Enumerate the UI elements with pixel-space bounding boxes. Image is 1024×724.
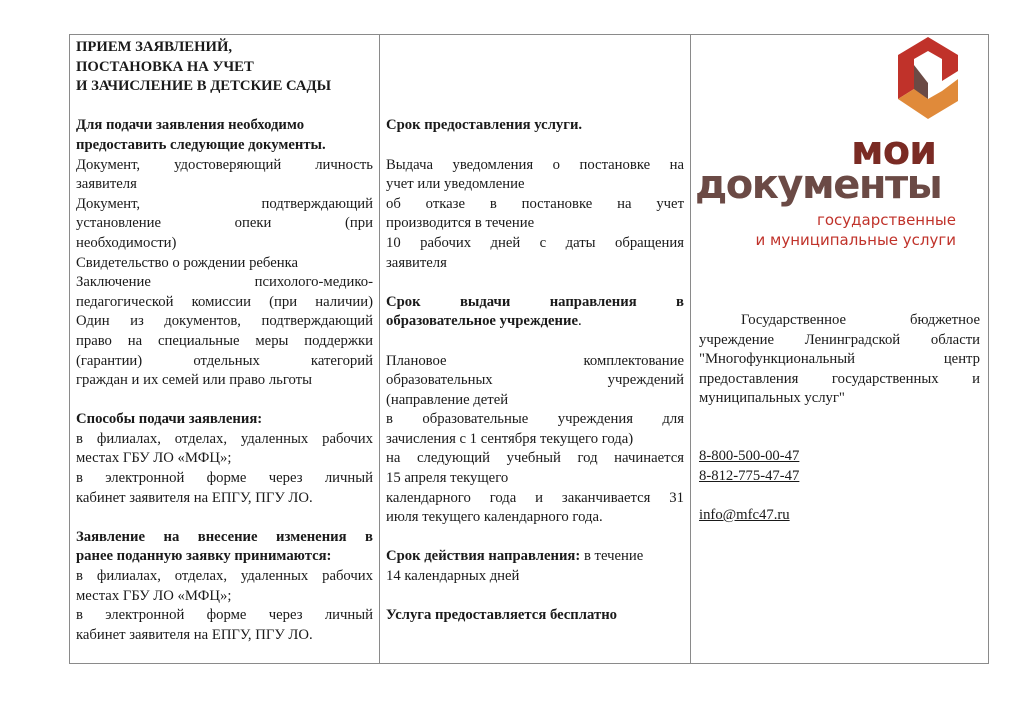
info-table (69, 34, 989, 664)
methods-line: в филиалах, отделах, удаленных рабочих (76, 430, 373, 447)
changes-line: в электронной форме через личный (76, 607, 373, 624)
methods-line: местах ГБУ ЛО «МФЦ»; (76, 450, 232, 467)
free-service-note: Услуга предоставляется бесплатно (386, 607, 617, 624)
section-title-line: ПРИЕМ ЗАЯВЛЕНИЙ, (76, 39, 233, 55)
docs-line: педагогической комиссии (при наличии) (76, 293, 373, 310)
docs-heading: предоставить следующие документы. (76, 136, 326, 153)
validity-line (386, 547, 684, 567)
plan-line: образовательных учреждений (386, 372, 684, 389)
section-title-line: ПОСТАНОВКА НА УЧЕТ (76, 58, 254, 75)
mfc-logo (691, 35, 988, 275)
org-line: "Многофункциональный центр (699, 351, 980, 368)
organization-block (699, 311, 980, 409)
plan-line: на следующий учебный год начинается (386, 450, 684, 467)
org-line: муниципальных услуг" (699, 390, 845, 407)
referral-heading-line2 (386, 312, 684, 332)
section-title-line: И ЗАЧИСЛЕНИЕ В ДЕТСКИЕ САДЫ (76, 78, 332, 95)
column-contacts (691, 35, 988, 663)
methods-heading: Способы подачи заявления: (76, 411, 263, 428)
referral-heading-bold: образовательное учреждение (386, 313, 578, 330)
changes-line: местах ГБУ ЛО «МФЦ»; (76, 587, 232, 604)
docs-line: Заключение психолого-медико- (76, 274, 373, 291)
term-heading: Срок предоставления услуги. (386, 117, 583, 134)
plan-line: июля текущего календарного года. (386, 509, 603, 526)
docs-line: заявителя (76, 176, 137, 193)
validity-tail: в течение (580, 548, 644, 565)
column-application (70, 35, 380, 663)
referral-heading-tail: . (577, 313, 582, 330)
changes-line: кабинет заявителя на ЕПГУ, ПГУ ЛО. (76, 626, 313, 643)
validity-heading: Срок действия направления: (386, 548, 581, 565)
docs-line: граждан и их семей или право льготы (76, 372, 312, 389)
term-line: заявителя (386, 254, 447, 271)
logo-subtitle-2: и муниципальные услуги (755, 231, 956, 249)
org-line: учреждение Ленинградской области (699, 331, 980, 348)
docs-line: право на специальные меры поддержки (76, 332, 373, 349)
logo-word-documents: документы (695, 162, 942, 208)
docs-line: установление опеки (при (76, 215, 373, 232)
docs-line: Один из документов, подтверждающий (76, 313, 373, 330)
org-line: предоставления государственных и (699, 370, 980, 387)
plan-line: в образовательные учреждения для (386, 411, 684, 428)
term-line: Выдача уведомления о постановке на (386, 156, 684, 173)
term-line: учет или уведомление (386, 176, 525, 193)
plan-line: (направление детей (386, 391, 509, 408)
referral-heading: Срок выдачи направления в (386, 293, 684, 310)
docs-line: Документ, удостоверяющий личность (76, 156, 373, 173)
term-line: об отказе в постановке на учет (386, 195, 684, 212)
contacts-block (699, 447, 980, 525)
email-link[interactable]: info@mfc47.ru (699, 506, 790, 523)
logo-subtitle-1: государственные (816, 211, 956, 229)
validity-line2: 14 календарных дней (386, 568, 520, 585)
docs-line: Документ, подтверждающий (76, 195, 373, 212)
org-line: Государственное бюджетное (741, 312, 980, 328)
logo-word-moi: мои (851, 128, 937, 174)
changes-line: в филиалах, отделах, удаленных рабочих (76, 568, 373, 585)
term-line: 10 рабочих дней с даты обращения (386, 234, 684, 251)
docs-line: (гарантии) отдельных категорий (76, 352, 373, 369)
changes-heading: ранее поданную заявку принимаются: (76, 548, 332, 565)
phone-link[interactable]: 8-800-500-00-47 (699, 448, 800, 464)
column-terms (380, 35, 691, 663)
methods-line: кабинет заявителя на ЕПГУ, ПГУ ЛО. (76, 489, 313, 506)
plan-line: календарного года и заканчивается 31 (386, 489, 684, 506)
changes-heading: Заявление на внесение изменения в (76, 528, 373, 545)
mfc-logo-mark-icon (892, 35, 964, 121)
docs-line: Свидетельство о рождении ребенка (76, 254, 299, 271)
docs-heading: Для подачи заявления необходимо (76, 117, 305, 134)
plan-line: 15 апреля текущего (386, 470, 509, 487)
methods-line: в электронной форме через личный (76, 470, 373, 487)
docs-line: необходимости) (76, 234, 177, 251)
plan-line: зачисления с 1 сентября текущего года) (386, 430, 634, 447)
term-line: производится в течение (386, 215, 535, 232)
plan-line: Плановое комплектование (386, 352, 684, 369)
phone-link[interactable]: 8-812-775-47-47 (699, 467, 800, 484)
